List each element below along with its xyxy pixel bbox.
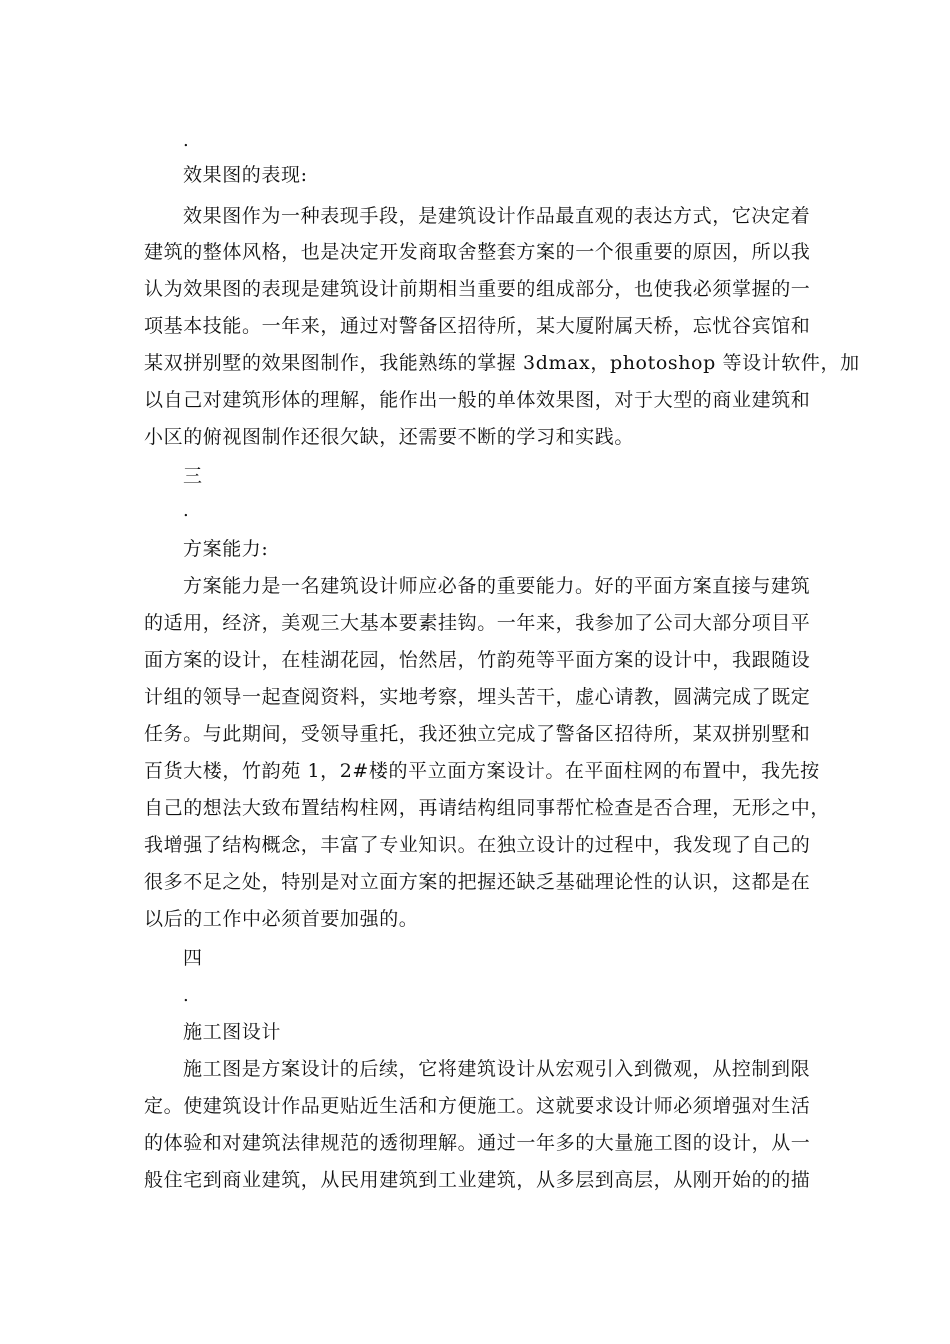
section-heading: 施工图设计 bbox=[183, 1021, 282, 1043]
section-number: 三 bbox=[183, 465, 203, 487]
paragraph-line: 定。使建筑设计作品更贴近生活和方便施工。这就要求设计师必须增强对生活 bbox=[144, 1095, 811, 1117]
paragraph-line: 认为效果图的表现是建筑设计前期相当重要的组成部分，也使我必须掌握的一 bbox=[144, 278, 811, 300]
paragraph-line: 以自己对建筑形体的理解，能作出一般的单体效果图，对于大型的商业建筑和 bbox=[144, 389, 811, 411]
paragraph-line: 项基本技能。一年来，通过对警备区招待所，某大厦附属天桥，忘忧谷宾馆和 bbox=[144, 315, 811, 337]
paragraph-line: 的体验和对建筑法律规范的透彻理解。通过一年多的大量施工图的设计，从一 bbox=[144, 1132, 811, 1154]
section-number: 四 bbox=[183, 947, 203, 969]
paragraph-line: 很多不足之处，特别是对立面方案的把握还缺乏基础理论性的认识，这都是在 bbox=[144, 871, 811, 893]
section-dot: . bbox=[183, 130, 190, 151]
paragraph-line: 以后的工作中必须首要加强的。 bbox=[144, 908, 419, 930]
paragraph-line: 建筑的整体风格，也是决定开发商取舍整套方案的一个很重要的原因，所以我 bbox=[144, 241, 811, 263]
paragraph-line: 小区的俯视图制作还很欠缺，还需要不断的学习和实践。 bbox=[144, 426, 635, 448]
paragraph-line: 面方案的设计，在桂湖花园，怡然居，竹韵苑等平面方案的设计中，我跟随设 bbox=[144, 649, 811, 671]
section-dot: . bbox=[183, 500, 190, 521]
section-heading: 效果图的表现: bbox=[183, 164, 308, 186]
paragraph-line: 百货大楼，竹韵苑 1，2#楼的平立面方案设计。在平面柱网的布置中，我先按 bbox=[144, 760, 820, 782]
paragraph-line: 某双拼别墅的效果图制作，我能熟练的掌握 3dmax，photoshop 等设计软件，加 bbox=[144, 352, 860, 374]
paragraph-line: 效果图作为一种表现手段，是建筑设计作品最直观的表达方式，它决定着 bbox=[183, 205, 811, 227]
paragraph-line: 计组的领导一起查阅资料，实地考察，埋头苦干，虚心请教，圆满完成了既定 bbox=[144, 686, 811, 708]
paragraph-line: 我增强了结构概念，丰富了专业知识。在独立设计的过程中，我发现了自己的 bbox=[144, 834, 811, 856]
paragraph-line: 般住宅到商业建筑，从民用建筑到工业建筑，从多层到高层，从刚开始的的描 bbox=[144, 1169, 811, 1191]
paragraph-line: 的适用，经济，美观三大基本要素挂钩。一年来，我参加了公司大部分项目平 bbox=[144, 612, 811, 634]
paragraph-line: 自己的想法大致布置结构柱网，再请结构组同事帮忙检查是否合理，无形之中， bbox=[144, 797, 831, 819]
section-heading: 方案能力: bbox=[183, 538, 269, 560]
paragraph-line: 任务。与此期间，受领导重托，我还独立完成了警备区招待所，某双拼别墅和 bbox=[144, 723, 811, 745]
paragraph-line: 施工图是方案设计的后续，它将建筑设计从宏观引入到微观，从控制到限 bbox=[183, 1058, 811, 1080]
section-dot: . bbox=[183, 985, 190, 1006]
paragraph-line: 方案能力是一名建筑设计师应必备的重要能力。好的平面方案直接与建筑 bbox=[183, 575, 811, 597]
